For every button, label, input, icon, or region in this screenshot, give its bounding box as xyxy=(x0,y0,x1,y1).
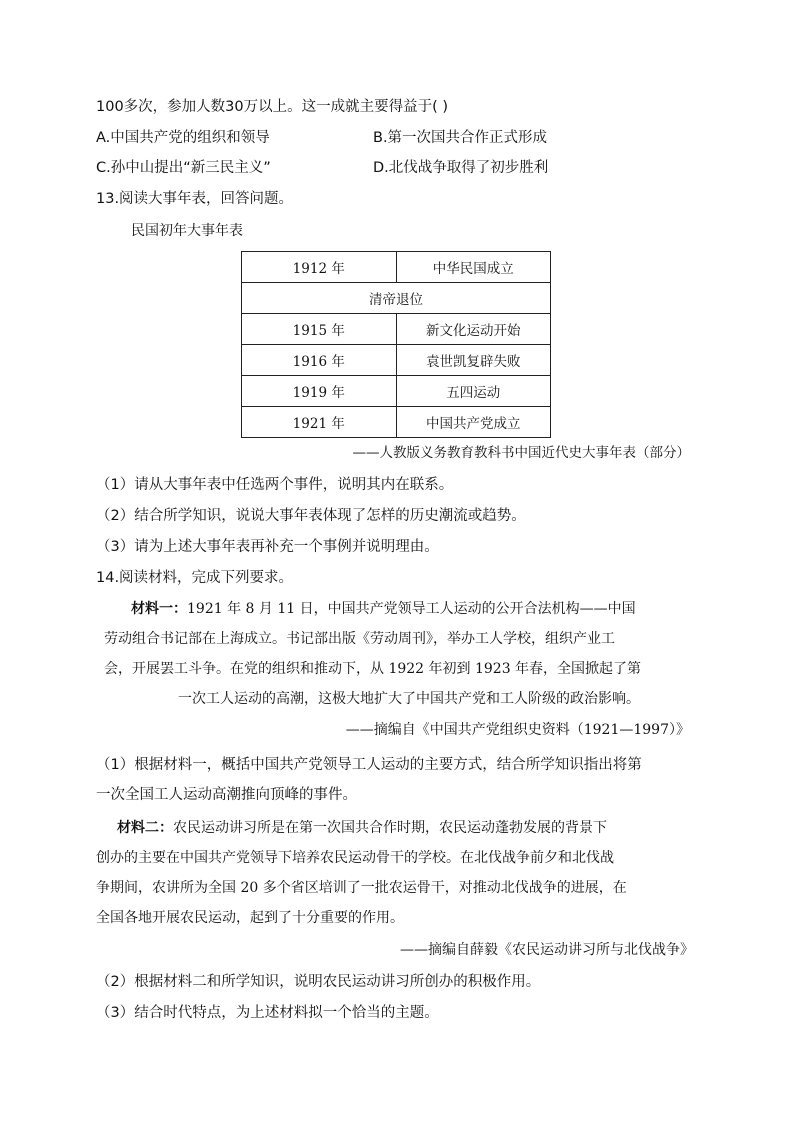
events-table xyxy=(241,251,551,438)
event-cell: 中国共产党成立 xyxy=(396,407,551,438)
merged-event-cell: 清帝退位 xyxy=(242,283,551,314)
table-row xyxy=(242,314,551,345)
material-2-line: 全国各地开展农民运动，起到了十分重要的作用。 xyxy=(96,910,404,926)
material-1-label: 材料一： xyxy=(131,601,187,617)
q12-option-c: C.孙中山提出“新三民主义” xyxy=(96,160,271,176)
year-cell: 1912 年 xyxy=(242,252,397,283)
q14-question-1-cont: 一次全国工人运动高潮推向顶峰的事件。 xyxy=(96,787,357,803)
material-2-first-line xyxy=(117,817,607,839)
year-cell: 1921 年 xyxy=(242,407,397,438)
table-row xyxy=(242,407,551,438)
table-row xyxy=(242,376,551,407)
table-row xyxy=(242,283,551,314)
q12-option-d: D.北伐战争取得了初步胜利 xyxy=(373,160,549,176)
year-cell: 1915 年 xyxy=(242,314,397,345)
material-1-first-line xyxy=(131,598,636,620)
material-1-line: 劳动组合书记部在上海成立。书记部出版《劳动周刊》，举办工人学校，组织产业工 xyxy=(104,631,615,647)
table-row xyxy=(242,345,551,376)
material-2-label: 材料二： xyxy=(117,820,173,836)
material-2-text: 农民运动讲习所是在第一次国共合作时期，农民运动蓬勃发展的背景下 xyxy=(173,820,607,836)
q14-question-1: （1）根据材料一，概括中国共产党领导工人运动的主要方式，结合所学知识指出将第 xyxy=(96,757,642,773)
event-cell: 新文化运动开始 xyxy=(396,314,551,345)
event-cell: 袁世凯复辟失败 xyxy=(396,345,551,376)
q13-stem: 13.阅读大事年表，回答问题。 xyxy=(96,191,294,207)
material-1-source: ——摘编自《中国共产党组织史资料（1921—1997）》 xyxy=(345,722,690,738)
q12-option-b: B.第一次国共合作正式形成 xyxy=(373,130,548,146)
q14-stem: 14.阅读材料，完成下列要求。 xyxy=(96,570,294,586)
q12-option-a: A.中国共产党的组织和领导 xyxy=(96,130,270,146)
material-1-line: 会，开展罢工斗争。在党的组织和推动下，从 1922 年初到 1923 年春，全国掀起了第 xyxy=(104,661,642,677)
material-2-line: 争期间，农讲所为全国 20 多个省区培训了一批农运骨干，对推动北伐战争的进展，在 xyxy=(96,880,627,896)
q14-question-3: （3）结合时代特点，为上述材料拟一个恰当的主题。 xyxy=(96,1005,439,1021)
table-row xyxy=(242,252,551,283)
year-cell: 1916 年 xyxy=(242,345,397,376)
material-1-line: 一次工人运动的高潮，这极大地扩大了中国共产党和工人阶级的政治影响。 xyxy=(178,691,640,707)
year-cell: 1919 年 xyxy=(242,376,397,407)
q13-question-2: （2）结合所学知识，说说大事年表体现了怎样的历史潮流或趋势。 xyxy=(96,508,526,524)
material-2-source: ——摘编自薛毅《农民运动讲习所与北伐战争》 xyxy=(400,942,694,958)
material-2-line: 创办的主要在中国共产党领导下培养农民运动骨干的学校。在北伐战争前夕和北伐战 xyxy=(96,850,614,866)
q13-question-1: （1）请从大事年表中任选两个事件，说明其内在联系。 xyxy=(96,477,454,493)
q13-table-title: 民国初年大事年表 xyxy=(131,223,243,239)
material-1-text: 1921 年 8 月 11 日，中国共产党领导工人运动的公开合法机构——中国 xyxy=(187,601,636,617)
q13-table-source: ——人教版义务教育教科书中国近代史大事年表（部分） xyxy=(352,445,690,461)
event-cell: 五四运动 xyxy=(396,376,551,407)
q13-question-3: （3）请为上述大事年表再补充一个事例并说明理由。 xyxy=(96,539,439,555)
q12-stem-tail: 100多次，参加人数30万以上。这一成就主要得益于( ) xyxy=(96,99,449,115)
q14-question-2: （2）根据材料二和所学知识，说明农民运动讲习所创办的积极作用。 xyxy=(96,974,541,990)
event-cell: 中华民国成立 xyxy=(396,252,551,283)
